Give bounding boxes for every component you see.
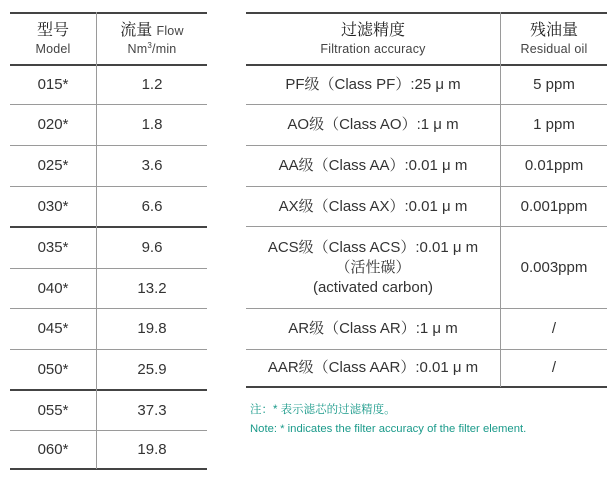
accuracy-cell: AA级（Class AA）:0.01 μ m: [278, 157, 468, 174]
model-cell: 060*: [37, 440, 69, 458]
model-header-cn: 型号: [36, 22, 69, 39]
oil-cell: 1 ppm: [533, 116, 575, 133]
accuracy-line: （活性碳）: [335, 258, 411, 276]
accuracy-header: [246, 14, 500, 64]
oil-cell: /: [551, 359, 557, 376]
accuracy-cell: AR级（Class AR）:1 μ m: [288, 320, 458, 337]
accuracy-cell: AO级（Class AO）:1 μ m: [287, 116, 459, 133]
accuracy-cell: AAR级（Class AAR）:0.01 μ m: [267, 359, 479, 376]
accuracy-line: ACS级（Class ACS）:0.01 μ m: [267, 238, 479, 256]
model-cell: 040*: [37, 279, 69, 297]
model-cell: 045*: [37, 320, 69, 337]
accuracy-cell: PF级（Class PF）:25 μ m: [285, 75, 461, 93]
flow-cell: 3.6: [141, 157, 163, 174]
flow-cell: 19.8: [137, 320, 167, 337]
accuracy-header-cn: 过滤精度: [340, 22, 405, 39]
model-cell: 055*: [37, 401, 69, 419]
oil-cell: 5 ppm: [533, 75, 575, 93]
table-rule: [10, 468, 207, 470]
model-header-en: Model: [35, 42, 71, 56]
accuracy-line: (activated carbon): [312, 278, 434, 296]
accuracy-cell: AX级（Class AX）:0.01 μ m: [278, 197, 468, 215]
oil-cell: 0.003ppm: [520, 258, 588, 276]
flow-cell: 9.6: [141, 239, 163, 256]
oil-cell: 0.001ppm: [520, 197, 588, 215]
flow-cell: 1.2: [141, 75, 163, 93]
oil-cell: /: [551, 320, 557, 337]
accuracy-header-en: Filtration accuracy: [320, 42, 426, 56]
flow-cell: 1.8: [141, 116, 163, 133]
table-rule: [246, 386, 607, 388]
model-cell: 035*: [37, 239, 69, 256]
accuracy-cell-acs: [246, 227, 500, 308]
model-cell: 050*: [37, 360, 69, 378]
flow-header: [97, 14, 207, 64]
flow-unit: Nm$^3$/min: [127, 40, 177, 56]
model-cell: 030*: [37, 197, 69, 215]
oil-cell: 0.01ppm: [524, 157, 584, 174]
model-header: [10, 14, 96, 64]
note-cn: 注：* 表示滤芯的过滤精度。: [250, 404, 396, 416]
oil-header-en: Residual oil: [520, 42, 588, 56]
flow-header-en: Flow: [156, 24, 184, 38]
flow-cell: 19.8: [137, 440, 167, 458]
flow-cell: 6.6: [141, 197, 163, 215]
note-en: Note: * indicates the filter accuracy of the filter element.: [250, 423, 527, 435]
model-cell: 020*: [37, 116, 69, 133]
model-cell: 025*: [37, 157, 69, 174]
oil-header: [501, 14, 607, 64]
model-cell: 015*: [37, 75, 69, 93]
flow-header-cn: 流量: [120, 22, 153, 39]
flow-cell: 25.9: [137, 360, 167, 378]
oil-header-cn: 残油量: [529, 22, 578, 39]
flow-cell: 37.3: [137, 401, 167, 419]
flow-cell: 13.2: [137, 279, 167, 297]
